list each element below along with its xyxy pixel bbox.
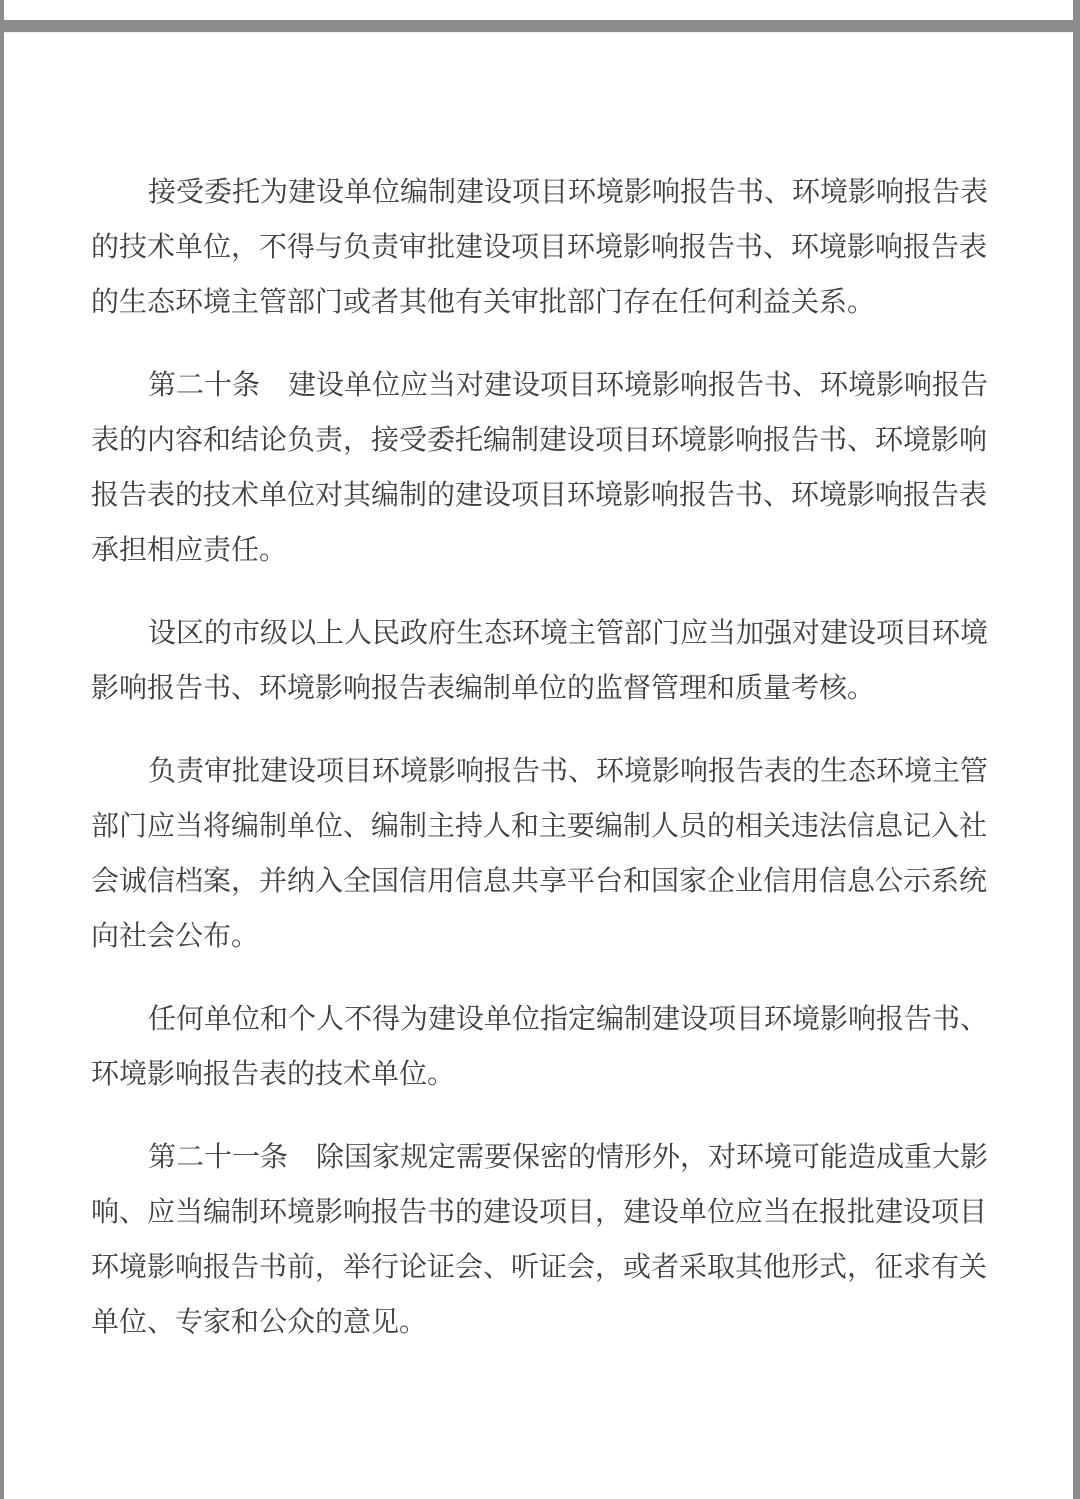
paragraph-6 [91,1130,1073,1350]
text-line: 负责审批建设项目环境影响报告书、环境影响报告表的生态环境主管 [148,756,989,787]
text-line: 的生态环境主管部门或者其他有关审批部门存在任何利益关系。 [91,287,876,318]
text-line: 任何单位和个人不得为建设单位指定编制建设项目环境影响报告书、 [148,1004,989,1035]
previous-page-bottom [4,0,1073,20]
text-line: 单位、专家和公众的意见。 [91,1307,428,1338]
text-line: 表的内容和结论负责，接受委托编制建设项目环境影响报告书、环境影响 [91,425,988,456]
document-page [4,32,1073,1499]
text-line: 向社会公布。 [91,921,260,952]
text-line: 设区的市级以上人民政府生态环境主管部门应当加强对建设项目环境 [148,618,989,649]
page-content [4,33,1073,1350]
paragraph-3 [91,606,1073,716]
paragraph-1 [91,165,1073,330]
text-line: 会诚信档案，并纳入全国信用信息共享平台和国家企业信用信息公示系统 [91,866,988,897]
text-line: 接受委托为建设单位编制建设项目环境影响报告书、环境影响报告表 [148,177,989,208]
text-line: 部门应当将编制单位、编制主持人和主要编制人员的相关违法信息记入社 [91,811,988,842]
text-line: 承担相应责任。 [91,535,288,566]
text-line: 报告表的技术单位对其编制的建设项目环境影响报告书、环境影响报告表 [91,480,988,511]
text-line: 环境影响报告表的技术单位。 [91,1059,456,1090]
text-line: 环境影响报告书前，举行论证会、听证会，或者采取其他形式，征求有关 [91,1252,988,1283]
text-line: 的技术单位，不得与负责审批建设项目环境影响报告书、环境影响报告表 [91,232,988,263]
paragraph-5 [91,992,1073,1102]
paragraph-2 [91,358,1073,578]
text-line: 影响报告书、环境影响报告表编制单位的监督管理和质量考核。 [91,673,876,704]
text-line: 第二十一条 除国家规定需要保密的情形外，对环境可能造成重大影 [148,1142,989,1173]
paragraph-4 [91,744,1073,964]
text-line: 响、应当编制环境影响报告书的建设项目，建设单位应当在报批建设项目 [91,1197,988,1228]
text-line: 第二十条 建设单位应当对建设项目环境影响报告书、环境影响报告 [148,370,989,401]
